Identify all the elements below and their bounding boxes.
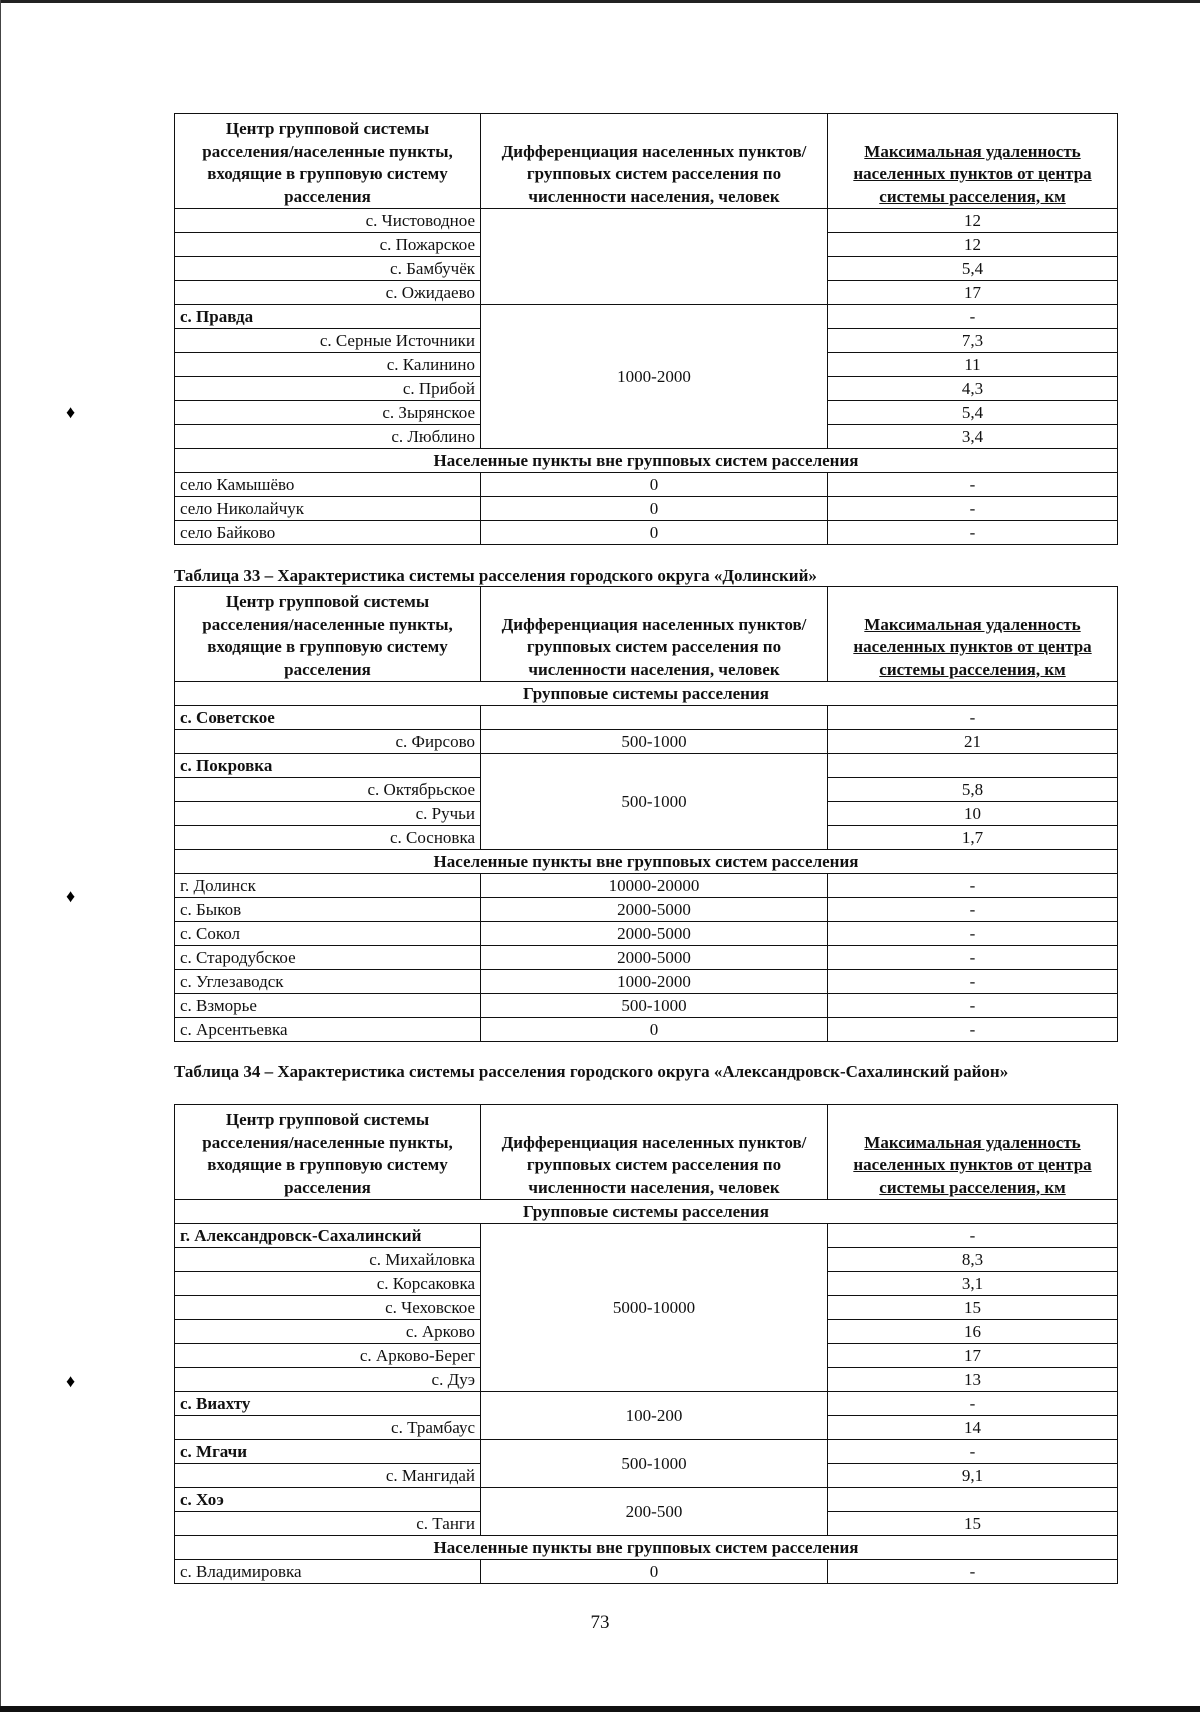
table-row: село Камышёво 0 - bbox=[175, 473, 1118, 497]
population-cell: 5000-10000 bbox=[481, 1224, 828, 1392]
table-row: с. Люблино 3,4 bbox=[175, 425, 1118, 449]
table-row: с. Быков 2000-5000 - bbox=[175, 898, 1118, 922]
table-row: с. Чеховское 15 bbox=[175, 1296, 1118, 1320]
table-header-row bbox=[175, 587, 1118, 682]
settlement-table-34 bbox=[174, 1104, 1118, 1584]
header-center: Центр групповой системы расселения/населенные пункты, входящие в групповую систему расселения bbox=[175, 114, 481, 209]
group-center: с. Виахту bbox=[175, 1392, 481, 1416]
group-center: г. Александровск-Сахалинский bbox=[175, 1224, 481, 1248]
group-center: с. Хоэ bbox=[175, 1488, 481, 1512]
table-row bbox=[175, 1488, 1118, 1512]
table-row: с. Серные Источники 7,3 bbox=[175, 329, 1118, 353]
population-cell: 500-1000 bbox=[481, 1440, 828, 1488]
punch-hole-mark: ♦ bbox=[66, 886, 76, 906]
table-row: с. Мгачи 500-1000 - bbox=[175, 1440, 1118, 1464]
scan-edge-bottom bbox=[0, 1706, 1200, 1712]
header-center: Центр групповой системы расселения/населенные пункты, входящие в групповую систему расселения bbox=[175, 587, 481, 682]
table-row: село Байково 0 - bbox=[175, 521, 1118, 545]
punch-hole-mark: ♦ bbox=[66, 1371, 76, 1391]
page-number: 73 bbox=[590, 1612, 610, 1633]
table-row: село Николайчук 0 - bbox=[175, 497, 1118, 521]
header-population: Дифференциация населенных пунктов/групповых систем расселения по численности населения, человек bbox=[481, 1105, 828, 1200]
table-header-row bbox=[175, 1105, 1118, 1200]
header-center: Центр групповой системы расселения/населенные пункты, входящие в групповую систему расселения bbox=[175, 1105, 481, 1200]
table-row: с. Ручьи 10 bbox=[175, 802, 1118, 826]
table-row: с. Танги 15 bbox=[175, 1512, 1118, 1536]
header-distance: Максимальная удаленность населенных пунктов от центра системы расселения, км bbox=[828, 587, 1118, 682]
table-row: с. Мангидай 9,1 bbox=[175, 1464, 1118, 1488]
table-34-caption: Таблица 34 – Характеристика системы расселения городского округа «Александровск-Сахалинский район» bbox=[174, 1062, 1009, 1081]
table-row bbox=[175, 754, 1118, 778]
section-row: Групповые системы расселения bbox=[175, 1200, 1118, 1224]
header-population: Дифференциация населенных пунктов/групповых систем расселения по численности населения, человек bbox=[481, 114, 828, 209]
header-population: Дифференциация населенных пунктов/групповых систем расселения по численности населения, человек bbox=[481, 587, 828, 682]
table-33-caption: Таблица 33 – Характеристика системы расселения городского округа «Долинский» bbox=[174, 566, 817, 585]
section-row: Населенные пункты вне групповых систем расселения bbox=[175, 850, 1118, 874]
settlement-table-33 bbox=[174, 586, 1118, 1042]
table-row: с. Октябрьское 5,8 bbox=[175, 778, 1118, 802]
population-cell bbox=[481, 209, 828, 305]
table-row: с. Арково-Берег 17 bbox=[175, 1344, 1118, 1368]
table-row: с. Бамбучёк 5,4 bbox=[175, 257, 1118, 281]
header-distance: Максимальная удаленность населенных пунктов от центра системы расселения, км bbox=[828, 1105, 1118, 1200]
population-cell: 200-500 bbox=[481, 1488, 828, 1536]
table-row: с. Прибой 4,3 bbox=[175, 377, 1118, 401]
group-center: с. Советское bbox=[175, 706, 481, 730]
table-row: с. Сосновка 1,7 bbox=[175, 826, 1118, 850]
table-row: с. Сокол 2000-5000 - bbox=[175, 922, 1118, 946]
table-row: с. Правда 1000-2000 - bbox=[175, 305, 1118, 329]
table-row: с. Пожарское 12 bbox=[175, 233, 1118, 257]
population-cell: 500-1000 bbox=[481, 754, 828, 850]
header-distance: Максимальная удаленность населенных пунктов от центра системы расселения, км bbox=[828, 114, 1118, 209]
section-row: Населенные пункты вне групповых систем расселения bbox=[175, 1536, 1118, 1560]
settlement-table-continued bbox=[174, 113, 1118, 545]
group-center: с. Покровка bbox=[175, 754, 481, 778]
table-row: с. Ожидаево 17 bbox=[175, 281, 1118, 305]
table-row: с. Стародубское 2000-5000 - bbox=[175, 946, 1118, 970]
table-row: с. Корсаковка 3,1 bbox=[175, 1272, 1118, 1296]
table-header-row bbox=[175, 114, 1118, 209]
population-cell: 1000-2000 bbox=[481, 305, 828, 449]
table-row: с. Арсентьевка 0 - bbox=[175, 1018, 1118, 1042]
table-row: с. Виахту 100-200 - bbox=[175, 1392, 1118, 1416]
table-row: с. Дуэ 13 bbox=[175, 1368, 1118, 1392]
table-row: г. Александровск-Сахалинский 5000-10000 - bbox=[175, 1224, 1118, 1248]
table-row: с. Углезаводск 1000-2000 - bbox=[175, 970, 1118, 994]
table-row: с. Владимировка 0 - bbox=[175, 1560, 1118, 1584]
table-row: с. Михайловка 8,3 bbox=[175, 1248, 1118, 1272]
table-row: с. Фирсово 500-1000 21 bbox=[175, 730, 1118, 754]
section-row: Населенные пункты вне групповых систем расселения bbox=[175, 449, 1118, 473]
table-row: г. Долинск 10000-20000 - bbox=[175, 874, 1118, 898]
table-row: с. Зырянское 5,4 bbox=[175, 401, 1118, 425]
scan-edge-left bbox=[0, 0, 1, 1712]
group-center: с. Мгачи bbox=[175, 1440, 481, 1464]
punch-hole-mark: ♦ bbox=[66, 402, 76, 422]
group-center: с. Правда bbox=[175, 305, 481, 329]
population-cell: 100-200 bbox=[481, 1392, 828, 1440]
table-row: с. Калинино 11 bbox=[175, 353, 1118, 377]
table-row: с. Арково 16 bbox=[175, 1320, 1118, 1344]
table-row: с. Трамбаус 14 bbox=[175, 1416, 1118, 1440]
table-row: с. Взморье 500-1000 - bbox=[175, 994, 1118, 1018]
scan-edge-top bbox=[0, 0, 1200, 3]
table-row: с. Чистоводное 12 bbox=[175, 209, 1118, 233]
section-row: Групповые системы расселения bbox=[175, 682, 1118, 706]
table-row: с. Советское - bbox=[175, 706, 1118, 730]
